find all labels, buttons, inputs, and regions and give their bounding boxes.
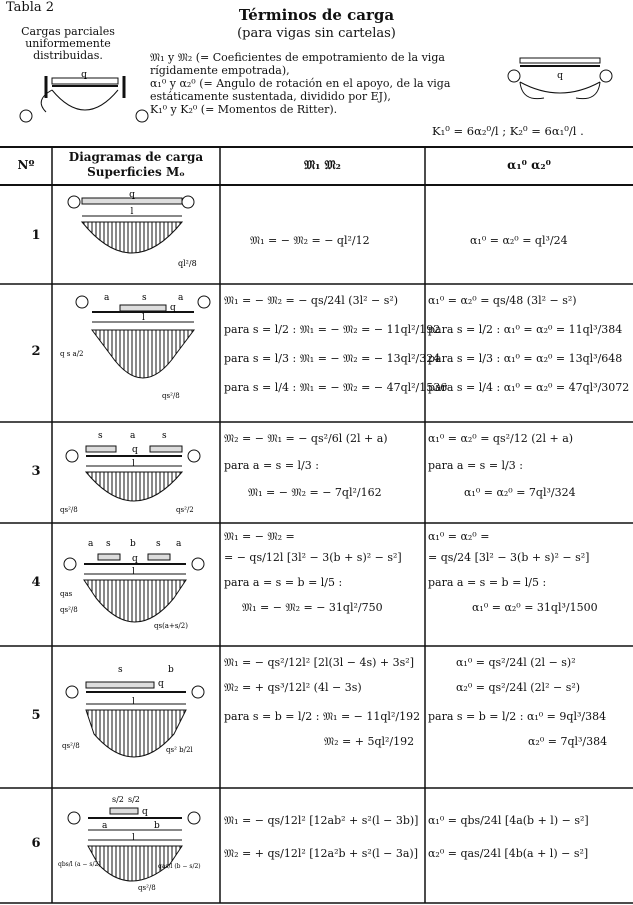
diagram-4-label-a1: a — [88, 539, 94, 549]
side-note: Cargas parciales uniformemente distribuidas. — [21, 25, 115, 62]
legend-line-2: α₁⁰ y α₂⁰ (= Angulo de rotación en el apoyo, de la viga estáticamente sustentada, dividido por EJ), — [150, 77, 451, 103]
row-6-moments: 𝔐₁ = − qs/12l² [12ab² + s²(l − 3b)] 𝔐₂ = + qs/12l² [12a²b + s²(l − 3a)] — [224, 814, 419, 860]
diagram-6-label-m1: qbs/l (a − s/2) — [58, 861, 101, 868]
diagram-5-label-m1: qs²/8 — [62, 742, 80, 750]
col-header-moments: 𝔐₁ 𝔐₂ — [304, 158, 341, 172]
load-diagram-5 — [58, 652, 216, 784]
diagram-3-label-m2: qs²/2 — [176, 506, 194, 514]
diagram-4-label-moment: qs²/8 — [60, 606, 78, 614]
legend-line-1: 𝔐₁ y 𝔐₂ (= Coeficientes de empotramiento de la viga rígidamente empotrada), — [150, 51, 445, 77]
row-2-angles: α₁⁰ = α₂⁰ = qs/48 (3l² − s²) para s = l/2 : α₁⁰ = α₂⁰ = 11ql³/384 para s = l/3 : α₁⁰ = α₂⁰ = 13ql³/648 para s = l/4 : α₁⁰ = α₂⁰ = 47ql³/3072 — [428, 294, 630, 394]
diagram-3-label-s1: s — [98, 431, 103, 441]
diagram-4-label-s2: s — [156, 539, 161, 549]
row-3-angles: α₁⁰ = α₂⁰ = qs²/12 (2l + a) para a = s = l/3 : α₁⁰ = α₂⁰ = 7ql³/324 — [428, 432, 576, 499]
diagram-4-label-b: b — [130, 539, 136, 549]
diagram-2-label-l: l — [142, 313, 145, 323]
diagram-4-label-qas: qas — [60, 590, 73, 598]
row-number-2: 2 — [31, 344, 41, 359]
diagram-6-label-s2: s/2 — [128, 795, 140, 804]
diagram-4-label-l: l — [132, 567, 135, 577]
row-number-4: 4 — [31, 575, 41, 590]
diagram-2-label-q: q — [170, 303, 176, 313]
row-5-angles: α₁⁰ = qs²/24l (2l − s)² α₂⁰ = qs²/24l (2l² − s²) para s = b = l/2 : α₁⁰ = 9ql³/384 α₂⁰ = 7ql³/384 — [428, 656, 608, 748]
diagram-6-label-l: l — [132, 833, 135, 843]
row-number-5: 5 — [31, 708, 41, 723]
diagram-2-label-a2: a — [178, 293, 184, 303]
diagram-2-label-moment: qs²/8 — [162, 392, 180, 400]
row-1-angle: α₁⁰ = α₂⁰ = ql³/24 — [470, 234, 568, 247]
diagram-6-label-moment: qs²/8 — [138, 884, 156, 892]
diagram-2-label-qsa: q s a/2 — [60, 350, 84, 358]
row-2-moments: 𝔐₁ = − 𝔐₂ = − qs/24l (3l² − s²) para s = l/2 : 𝔐₁ = − 𝔐₂ = − 11ql²/192 para s = l/3 : 𝔐₁ = − 𝔐₂ = − 13ql²/324 para s = l/4 : 𝔐₁ = − 𝔐₂ = − 47ql²/1536 — [224, 294, 448, 394]
row-number-6: 6 — [31, 836, 41, 851]
col-header-no: Nº — [17, 158, 35, 172]
row-number-1: 1 — [31, 228, 41, 243]
diagram-2-label-s: s — [142, 293, 147, 303]
table-number: Tabla 2 — [6, 0, 55, 15]
diagram-6-label-m2: qas/l (b − s/2) — [158, 863, 201, 870]
diagram-5-label-l: l — [132, 697, 135, 707]
load-diagram-3 — [58, 426, 216, 520]
page-title: Términos de carga — [238, 6, 395, 24]
diagram-4-label-a2: a — [176, 539, 182, 549]
row-4-moments: 𝔐₁ = − 𝔐₂ = = − qs/12l [3l² − 3(b + s)² − s²] para a = s = b = l/5 : 𝔐₁ = − 𝔐₂ = − 31ql²/750 — [224, 530, 402, 614]
load-diagram-2 — [58, 290, 216, 418]
diagram-5-label-q: q — [158, 679, 164, 689]
row-5-moments: 𝔐₁ = − qs²/12l² [2l(3l − 4s) + 3s²] 𝔐₂ = + qs³/12l² (4l − 3s) para s = b = l/2 : 𝔐₁ = − 11ql²/192 𝔐₂ = + 5ql²/192 — [224, 656, 421, 748]
diagram-3-label-s2: s — [162, 431, 167, 441]
page-subtitle: (para vigas sin cartelas) — [237, 26, 396, 41]
diagram-6-label-s1: s/2 — [112, 795, 124, 804]
svg-text:q: q — [81, 72, 87, 80]
row-3-moments: 𝔐₂ = − 𝔐₁ = − qs²/6l (2l + a) para a = s = l/3 : 𝔐₁ = − 𝔐₂ = − 7ql²/162 — [224, 432, 388, 499]
diagram-5-label-b: b — [168, 665, 174, 675]
diagram-3-label-l: l — [132, 459, 135, 469]
col-header-diagrams: Diagramas de carga Superficies Mₒ — [68, 150, 204, 179]
diagram-3-label-m1: qs²/8 — [60, 506, 78, 514]
row-6-angles: α₁⁰ = qbs/24l [4a(b + l) − s²] α₂⁰ = qas/24l [4b(a + l) − s²] — [428, 814, 589, 860]
diagram-5-label-m2: qs² b/2l — [166, 746, 193, 754]
diagram-4-label-q: q — [132, 554, 138, 564]
svg-text:q: q — [557, 71, 563, 81]
diagram-6-label-a: a — [102, 821, 108, 831]
diagram-2-label-a1: a — [104, 293, 110, 303]
load-diagram-6 — [58, 792, 216, 902]
diagram-4-label-s1: s — [106, 539, 111, 549]
diagram-3-label-q: q — [132, 445, 138, 455]
load-diagram-1 — [62, 192, 212, 280]
diagram-5-label-s: s — [118, 665, 123, 675]
diagram-1-label-moment: ql²/8 — [178, 259, 197, 268]
load-diagram-4 — [58, 528, 216, 642]
legend-line-3: K₁⁰ y K₂⁰ (= Momentos de Ritter). — [150, 103, 338, 116]
diagram-1-label-l: l — [130, 207, 134, 217]
col-header-angles: α₁⁰ α₂⁰ — [507, 158, 551, 172]
diagram-4-label-qs: qs(a+s/2) — [154, 622, 188, 630]
k-formula: K₁⁰ = 6α₂⁰/l ; K₂⁰ = 6α₁⁰/l . — [432, 124, 584, 138]
row-number-3: 3 — [31, 464, 41, 479]
row-4-angles: α₁⁰ = α₂⁰ = = qs/24 [3l² − 3(b + s)² − s²] para a = s = b = l/5 : α₁⁰ = α₂⁰ = 31ql³/1500 — [428, 530, 598, 614]
diagram-3-label-a: a — [130, 431, 136, 441]
diagram-6-label-b: b — [154, 821, 160, 831]
diagram-1-label-q: q — [129, 192, 135, 200]
row-1-moment: 𝔐₁ = − 𝔐₂ = − ql²/12 — [250, 234, 370, 247]
diagram-6-label-q: q — [142, 807, 148, 817]
